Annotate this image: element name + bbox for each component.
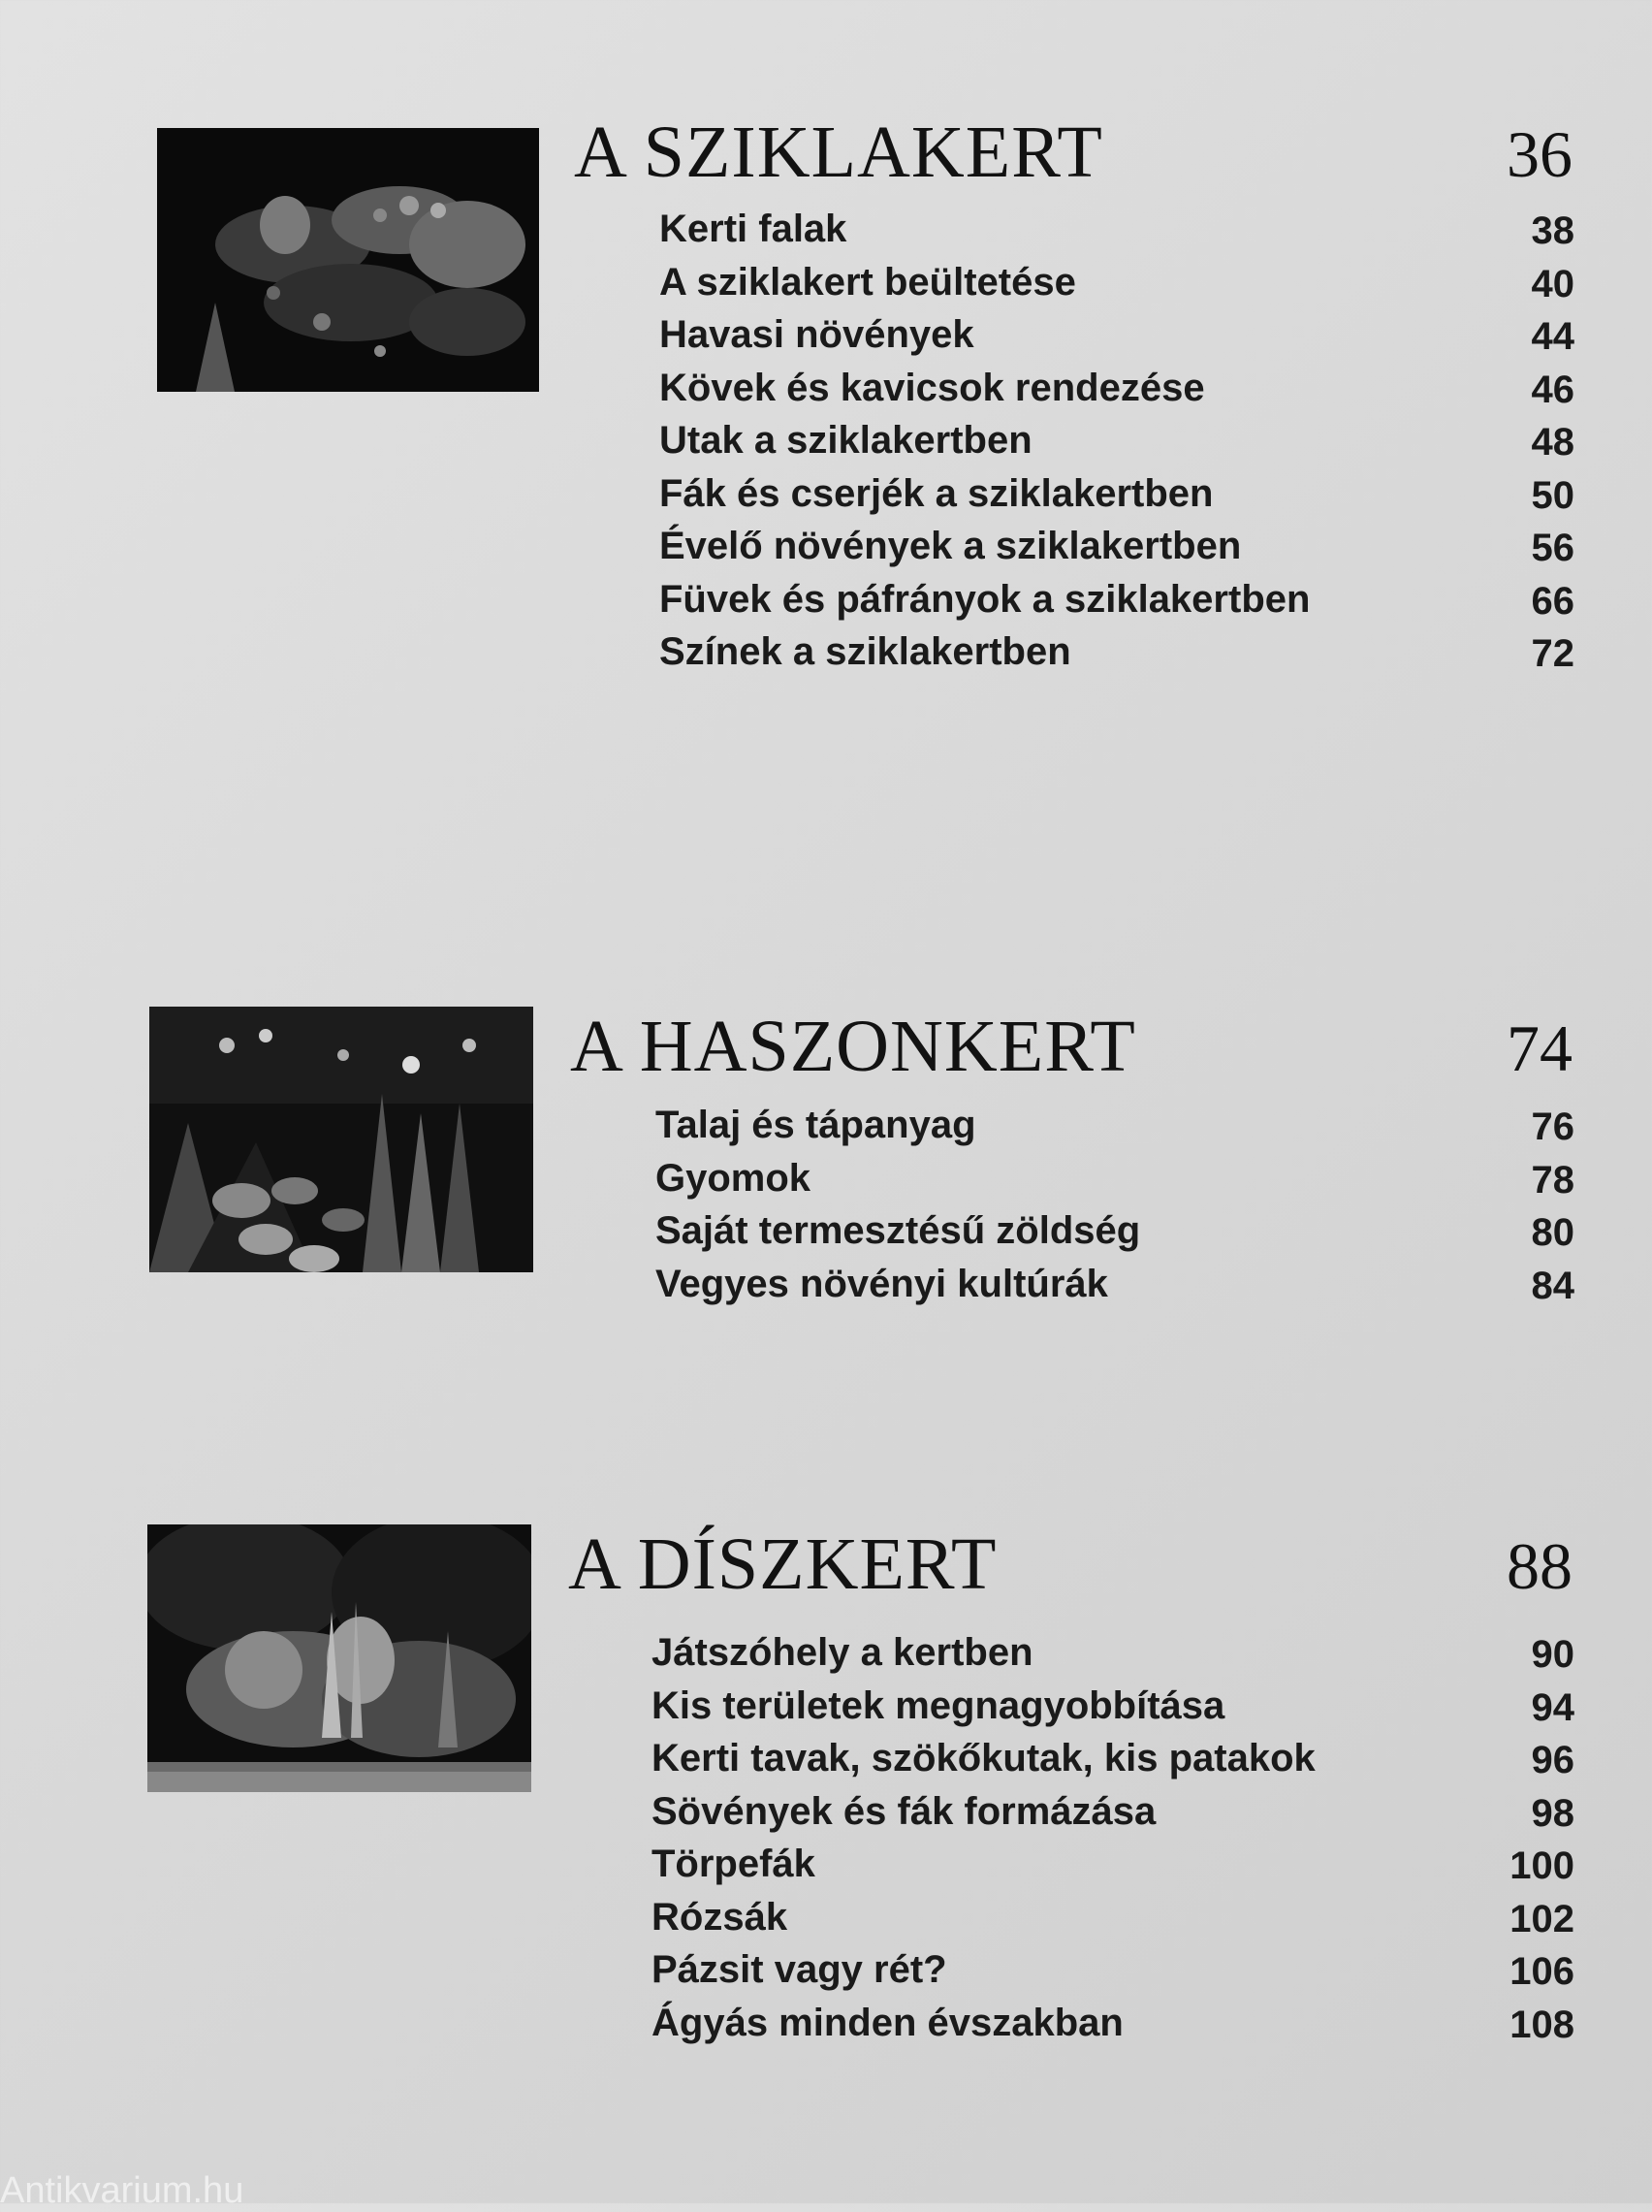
toc-entry[interactable]	[651, 1631, 1574, 1684]
toc-entry-page: 44	[1531, 315, 1574, 358]
toc-entry-list	[655, 1104, 1574, 1315]
toc-entry-label: Füvek és páfrányok a sziklakertben	[659, 577, 1311, 621]
toc-entry-label: Játszóhely a kertben	[651, 1631, 1033, 1674]
toc-entry[interactable]	[659, 208, 1574, 261]
toc-entry-label: Kövek és kavicsok rendezése	[659, 366, 1205, 409]
toc-entry-label: Évelő növények a sziklakertben	[659, 525, 1242, 567]
toc-entry-page: 98	[1531, 1791, 1574, 1835]
toc-entry-page: 102	[1509, 1897, 1574, 1940]
toc-entry-label: A sziklakert beültetése	[659, 260, 1076, 304]
toc-entry[interactable]	[651, 1843, 1574, 1896]
toc-entry-list	[651, 1631, 1574, 2054]
toc-entry[interactable]	[655, 1157, 1574, 1210]
toc-entry[interactable]	[659, 578, 1574, 631]
toc-entry-page: 80	[1531, 1211, 1574, 1254]
toc-entry[interactable]	[655, 1209, 1574, 1263]
toc-entry[interactable]	[651, 1737, 1574, 1790]
toc-entry[interactable]	[659, 419, 1574, 472]
toc-entry-label: Ágyás minden évszakban	[651, 2001, 1124, 2044]
watermark: Antikvarium.hu	[0, 2170, 244, 2211]
toc-entry-label: Gyomok	[655, 1156, 811, 1200]
toc-entry[interactable]	[651, 1684, 1574, 1738]
toc-entry-label: Talaj és tápanyag	[655, 1104, 976, 1146]
toc-entry-page: 78	[1531, 1158, 1574, 1202]
section-title: A DÍSZKERT	[568, 1523, 998, 1605]
toc-entry-label: Vegyes növényi kultúrák	[655, 1262, 1108, 1305]
toc-entry-label: Törpefák	[651, 1843, 815, 1885]
toc-entry-page: 48	[1531, 421, 1574, 464]
toc-entry-label: Színek a sziklakertben	[659, 630, 1071, 673]
toc-entry-list	[659, 208, 1574, 684]
toc-entry-page: 76	[1531, 1106, 1574, 1148]
toc-entry-label: Havasi növények	[659, 313, 974, 356]
toc-entry-page: 40	[1531, 262, 1574, 305]
toc-entry[interactable]	[651, 1896, 1574, 1949]
toc-entry[interactable]	[651, 1948, 1574, 2002]
toc-entry[interactable]	[655, 1104, 1574, 1157]
toc-entry-page: 72	[1531, 632, 1574, 675]
section-title: A SZIKLAKERT	[574, 112, 1103, 193]
toc-entry-label: Fák és cserjék a sziklakertben	[659, 471, 1214, 515]
toc-entry[interactable]	[651, 2002, 1574, 2055]
toc-entry-page: 108	[1509, 2003, 1574, 2046]
toc-entry-page: 84	[1531, 1264, 1574, 1307]
toc-entry-label: Sövények és fák formázása	[651, 1789, 1157, 1833]
toc-entry[interactable]	[659, 525, 1574, 578]
section-page-number: 74	[1507, 1011, 1573, 1085]
toc-entry-label: Utak a sziklakertben	[659, 419, 1032, 462]
toc-entry-page: 66	[1531, 579, 1574, 623]
toc-entry-label: Rózsák	[651, 1895, 788, 1939]
toc-entry-page: 106	[1509, 1950, 1574, 1993]
toc-entry-page: 94	[1531, 1685, 1574, 1729]
toc-entry-page: 50	[1531, 473, 1574, 517]
toc-entry-label: Kerti tavak, szökőkutak, kis patakok	[651, 1737, 1316, 1779]
toc-entry-label: Kis területek megnagyobbítása	[651, 1683, 1225, 1727]
section-title: A HASZONKERT	[570, 1006, 1136, 1087]
toc-entry[interactable]	[659, 367, 1574, 420]
toc-entry-page: 96	[1531, 1739, 1574, 1781]
toc-entry-label: Kerti falak	[659, 208, 847, 250]
toc-entry[interactable]	[659, 261, 1574, 314]
ornamental-garden-photo	[147, 1524, 531, 1792]
rock-garden-photo	[157, 128, 539, 392]
toc-entry[interactable]	[651, 1790, 1574, 1843]
toc-entry-page: 38	[1531, 209, 1574, 252]
toc-entry-page: 46	[1531, 368, 1574, 411]
section-page-number: 88	[1507, 1529, 1573, 1603]
toc-entry[interactable]	[659, 313, 1574, 367]
section-page-number: 36	[1507, 117, 1573, 191]
toc-entry-page: 56	[1531, 527, 1574, 569]
toc-entry[interactable]	[659, 630, 1574, 684]
toc-entry-page: 100	[1509, 1844, 1574, 1887]
toc-entry[interactable]	[659, 472, 1574, 526]
toc-entry-label: Saját termesztésű zöldség	[655, 1209, 1141, 1252]
toc-entry-page: 90	[1531, 1633, 1574, 1676]
kitchen-garden-photo	[149, 1007, 533, 1272]
toc-entry-label: Pázsit vagy rét?	[651, 1948, 947, 1991]
toc-entry[interactable]	[655, 1263, 1574, 1316]
